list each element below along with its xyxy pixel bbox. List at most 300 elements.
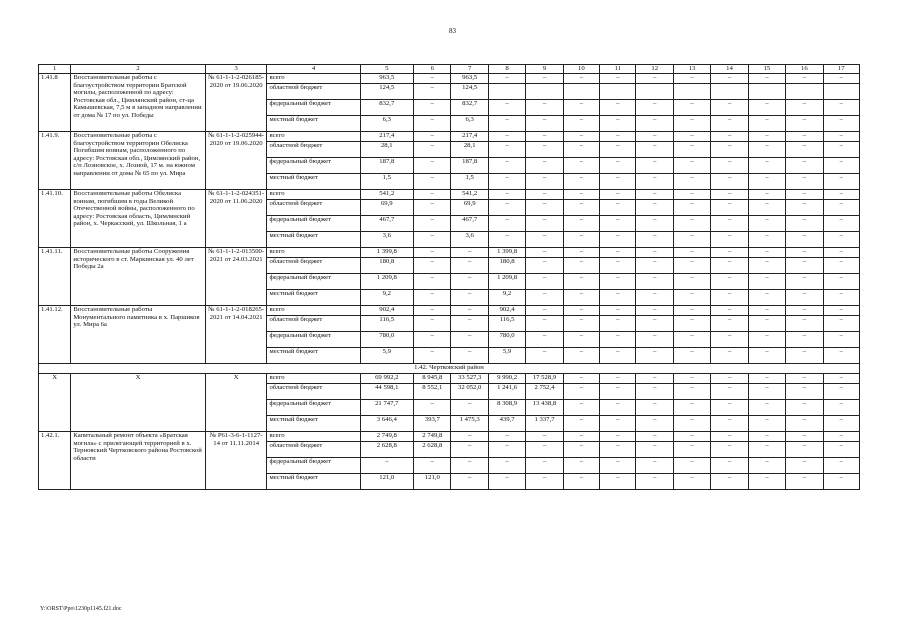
program-table	[38, 64, 860, 490]
amount-cell: –	[636, 348, 673, 364]
amount-cell: –	[563, 116, 599, 132]
amount-cell: 121,0	[414, 474, 451, 490]
amount-cell: –	[488, 432, 525, 442]
amount-cell: –	[526, 258, 563, 274]
funding-source: федеральный бюджет	[267, 100, 360, 116]
amount-cell: –	[414, 258, 451, 274]
table-row	[39, 306, 860, 316]
amount-cell: –	[673, 458, 710, 474]
amount-cell: –	[711, 416, 748, 432]
funding-source: областной бюджет	[267, 316, 360, 332]
funding-source: всего	[267, 432, 360, 442]
amount-cell: –	[748, 416, 785, 432]
amount-cell: 832,7	[360, 100, 414, 116]
amount-cell: –	[563, 474, 599, 490]
funding-source: местный бюджет	[267, 174, 360, 190]
amount-cell: –	[636, 306, 673, 316]
amount-cell: –	[600, 132, 636, 142]
amount-cell: –	[823, 74, 859, 84]
funding-source: местный бюджет	[267, 348, 360, 364]
amount-cell: 8 552,1	[414, 384, 451, 400]
amount-cell: –	[563, 432, 599, 442]
amount-cell: –	[786, 348, 823, 364]
amount-cell: –	[673, 216, 710, 232]
amount-cell: –	[748, 274, 785, 290]
amount-cell: –	[786, 190, 823, 200]
amount-cell: –	[526, 248, 563, 258]
amount-cell	[673, 84, 710, 100]
amount-cell: –	[673, 348, 710, 364]
amount-cell: –	[823, 348, 859, 364]
item-document: № 61-1-1-2-013500-2021 от 24.03.2021	[205, 248, 267, 306]
amount-cell: 963,5	[451, 74, 488, 84]
amount-cell: –	[823, 306, 859, 316]
amount-cell: –	[636, 332, 673, 348]
amount-cell: –	[563, 248, 599, 258]
amount-cell: –	[488, 474, 525, 490]
amount-cell: 1 475,3	[451, 416, 488, 432]
amount-cell: –	[711, 316, 748, 332]
amount-cell: –	[600, 100, 636, 116]
amount-cell: –	[451, 290, 488, 306]
amount-cell: –	[563, 174, 599, 190]
table-row	[39, 132, 860, 142]
amount-cell: 1 337,7	[526, 416, 563, 432]
amount-cell: –	[526, 474, 563, 490]
amount-cell: –	[711, 458, 748, 474]
amount-cell: –	[563, 332, 599, 348]
amount-cell: –	[526, 332, 563, 348]
header-row	[39, 65, 860, 74]
amount-cell: 180,8	[360, 258, 414, 274]
funding-source: всего	[267, 306, 360, 316]
table-row	[39, 74, 860, 84]
amount-cell: –	[823, 416, 859, 432]
amount-cell: –	[563, 142, 599, 158]
amount-cell: –	[600, 442, 636, 458]
item-number: 1.41.12.	[39, 306, 71, 364]
amount-cell: –	[823, 400, 859, 416]
amount-cell: –	[636, 174, 673, 190]
amount-cell: –	[636, 442, 673, 458]
amount-cell	[526, 84, 563, 100]
amount-cell: –	[748, 400, 785, 416]
amount-cell: –	[711, 306, 748, 316]
amount-cell: –	[526, 74, 563, 84]
amount-cell	[636, 84, 673, 100]
amount-cell: –	[526, 458, 563, 474]
amount-cell: –	[673, 442, 710, 458]
amount-cell: 1 241,6	[488, 384, 525, 400]
amount-cell: 180,8	[488, 258, 525, 274]
amount-cell: –	[823, 258, 859, 274]
amount-cell: –	[526, 274, 563, 290]
column-header: 4	[267, 65, 360, 74]
item-document: № 61-1-1-2-025944-2020 от 19.06.2020	[205, 132, 267, 190]
funding-source: областной бюджет	[267, 384, 360, 400]
amount-cell: –	[786, 142, 823, 158]
amount-cell: 902,4	[360, 306, 414, 316]
amount-cell: –	[711, 100, 748, 116]
item-number: 1.42.1.	[39, 432, 71, 490]
amount-cell: 2 752,4	[526, 384, 563, 400]
amount-cell: –	[786, 306, 823, 316]
amount-cell: –	[823, 132, 859, 142]
amount-cell: –	[414, 190, 451, 200]
item-number: 1.41.9.	[39, 132, 71, 190]
amount-cell: 832,7	[451, 100, 488, 116]
column-header: 11	[600, 65, 636, 74]
amount-cell: 69,9	[360, 200, 414, 216]
amount-cell: –	[823, 174, 859, 190]
amount-cell: –	[488, 216, 525, 232]
table-row	[39, 190, 860, 200]
amount-cell: –	[673, 316, 710, 332]
amount-cell: –	[673, 400, 710, 416]
amount-cell: 1,5	[360, 174, 414, 190]
amount-cell: –	[786, 248, 823, 258]
amount-cell: 217,4	[451, 132, 488, 142]
amount-cell: 8 308,9	[488, 400, 525, 416]
item-document: № Р61-3-6-1-1127-14 от 11.11.2014	[205, 432, 267, 490]
amount-cell: 963,5	[360, 74, 414, 84]
amount-cell: –	[414, 348, 451, 364]
amount-cell: –	[600, 348, 636, 364]
amount-cell: –	[786, 332, 823, 348]
amount-cell: –	[414, 74, 451, 84]
amount-cell: –	[600, 116, 636, 132]
amount-cell	[488, 84, 525, 100]
amount-cell: –	[673, 200, 710, 216]
amount-cell: –	[563, 348, 599, 364]
amount-cell: –	[786, 158, 823, 174]
amount-cell: –	[526, 100, 563, 116]
amount-cell: 187,8	[360, 158, 414, 174]
amount-cell: –	[563, 442, 599, 458]
amount-cell: –	[636, 216, 673, 232]
amount-cell: –	[711, 74, 748, 84]
amount-cell: –	[526, 174, 563, 190]
amount-cell: –	[748, 374, 785, 384]
amount-cell: –	[636, 248, 673, 258]
amount-cell: 69 992,2	[360, 374, 414, 384]
amount-cell: –	[786, 384, 823, 400]
amount-cell: –	[786, 174, 823, 190]
funding-source: всего	[267, 190, 360, 200]
amount-cell: –	[823, 458, 859, 474]
amount-cell: –	[451, 316, 488, 332]
amount-cell: –	[636, 458, 673, 474]
amount-cell: –	[600, 248, 636, 258]
amount-cell: 1 209,8	[360, 274, 414, 290]
item-name: X	[71, 374, 205, 432]
amount-cell: 44 598,1	[360, 384, 414, 400]
funding-source: местный бюджет	[267, 416, 360, 432]
amount-cell: –	[823, 190, 859, 200]
amount-cell: 13 438,8	[526, 400, 563, 416]
amount-cell: –	[636, 232, 673, 248]
item-name: Восстановительные работы Монументального памятника в х. Паршиков ул. Мира 6а	[71, 306, 205, 364]
amount-cell: –	[711, 132, 748, 142]
table-row	[39, 248, 860, 258]
amount-cell: –	[414, 158, 451, 174]
funding-source: федеральный бюджет	[267, 216, 360, 232]
amount-cell: –	[563, 132, 599, 142]
amount-cell: –	[600, 258, 636, 274]
amount-cell: –	[636, 474, 673, 490]
amount-cell: –	[748, 232, 785, 248]
amount-cell: –	[748, 200, 785, 216]
amount-cell: 780,0	[488, 332, 525, 348]
amount-cell: –	[636, 258, 673, 274]
column-header: 2	[71, 65, 205, 74]
amount-cell: –	[711, 174, 748, 190]
amount-cell: –	[673, 384, 710, 400]
amount-cell: –	[711, 142, 748, 158]
amount-cell: –	[451, 432, 488, 442]
amount-cell: 1 399,8	[360, 248, 414, 258]
amount-cell: –	[600, 458, 636, 474]
amount-cell: –	[451, 306, 488, 316]
amount-cell: –	[823, 200, 859, 216]
amount-cell: 541,2	[360, 190, 414, 200]
amount-cell: –	[488, 232, 525, 248]
amount-cell	[711, 84, 748, 100]
amount-cell: –	[414, 290, 451, 306]
amount-cell: –	[673, 158, 710, 174]
amount-cell: –	[786, 216, 823, 232]
amount-cell: 1 399,8	[488, 248, 525, 258]
amount-cell: 393,7	[414, 416, 451, 432]
amount-cell: –	[563, 158, 599, 174]
amount-cell: 467,7	[360, 216, 414, 232]
amount-cell: –	[451, 248, 488, 258]
amount-cell: –	[488, 116, 525, 132]
amount-cell: –	[823, 142, 859, 158]
amount-cell: –	[563, 290, 599, 306]
item-document: № 61-1-1-2-024351-2020 от 11.06.2020	[205, 190, 267, 248]
amount-cell	[748, 84, 785, 100]
amount-cell: –	[526, 290, 563, 306]
amount-cell: –	[526, 132, 563, 142]
amount-cell: –	[563, 316, 599, 332]
amount-cell: –	[748, 142, 785, 158]
amount-cell: –	[711, 400, 748, 416]
amount-cell: –	[451, 474, 488, 490]
item-name: Капитальный ремонт объекта «Братская могила» с прилегающей территорией в х. Терновский Чертковского района Ростовской области	[71, 432, 205, 490]
amount-cell: –	[748, 100, 785, 116]
amount-cell: –	[600, 400, 636, 416]
amount-cell: –	[526, 158, 563, 174]
amount-cell: –	[563, 74, 599, 84]
amount-cell: –	[786, 258, 823, 274]
amount-cell: –	[636, 374, 673, 384]
column-header: 13	[673, 65, 710, 74]
amount-cell: –	[488, 100, 525, 116]
amount-cell: –	[600, 384, 636, 400]
amount-cell: –	[636, 384, 673, 400]
amount-cell: –	[526, 306, 563, 316]
column-header: 3	[205, 65, 267, 74]
amount-cell: –	[748, 132, 785, 142]
column-header: 1	[39, 65, 71, 74]
amount-cell: –	[823, 442, 859, 458]
amount-cell	[786, 84, 823, 100]
amount-cell: –	[451, 348, 488, 364]
amount-cell: 780,0	[360, 332, 414, 348]
amount-cell: –	[636, 274, 673, 290]
amount-cell: –	[414, 116, 451, 132]
amount-cell: –	[673, 132, 710, 142]
amount-cell: 3,6	[360, 232, 414, 248]
amount-cell: –	[711, 348, 748, 364]
amount-cell: –	[488, 74, 525, 84]
amount-cell: –	[600, 174, 636, 190]
column-header: 12	[636, 65, 673, 74]
amount-cell: 28,1	[360, 142, 414, 158]
column-header: 5	[360, 65, 414, 74]
amount-cell: –	[673, 232, 710, 248]
item-document: № 61-1-1-2-018265-2021 от 14.04.2021	[205, 306, 267, 364]
funding-source: местный бюджет	[267, 474, 360, 490]
amount-cell: –	[600, 74, 636, 84]
amount-cell: –	[673, 290, 710, 306]
amount-cell: –	[563, 458, 599, 474]
amount-cell: –	[414, 316, 451, 332]
amount-cell: –	[414, 232, 451, 248]
amount-cell: –	[786, 374, 823, 384]
amount-cell: –	[711, 442, 748, 458]
amount-cell: –	[563, 400, 599, 416]
funding-source: областной бюджет	[267, 200, 360, 216]
amount-cell: –	[636, 116, 673, 132]
amount-cell: –	[786, 100, 823, 116]
amount-cell: –	[526, 200, 563, 216]
amount-cell: –	[488, 158, 525, 174]
amount-cell: 5,9	[488, 348, 525, 364]
item-number: X	[39, 374, 71, 432]
amount-cell: 2 749,8	[360, 432, 414, 442]
funding-source: федеральный бюджет	[267, 158, 360, 174]
amount-cell: 2 749,8	[414, 432, 451, 442]
amount-cell	[600, 84, 636, 100]
column-header: 15	[748, 65, 785, 74]
funding-source: областной бюджет	[267, 442, 360, 458]
funding-source: федеральный бюджет	[267, 458, 360, 474]
amount-cell: 541,2	[451, 190, 488, 200]
amount-cell: –	[673, 248, 710, 258]
amount-cell: –	[636, 158, 673, 174]
amount-cell: –	[786, 74, 823, 84]
amount-cell: –	[786, 316, 823, 332]
amount-cell: –	[451, 332, 488, 348]
amount-cell: –	[748, 216, 785, 232]
amount-cell: –	[748, 474, 785, 490]
amount-cell: –	[823, 232, 859, 248]
page-number: 83	[449, 27, 456, 35]
amount-cell: –	[526, 232, 563, 248]
amount-cell: 33 527,3	[451, 374, 488, 384]
amount-cell: –	[748, 74, 785, 84]
funding-source: всего	[267, 132, 360, 142]
amount-cell: –	[673, 274, 710, 290]
amount-cell: –	[711, 374, 748, 384]
amount-cell: –	[636, 200, 673, 216]
funding-source: областной бюджет	[267, 142, 360, 158]
amount-cell: 17 528,9	[526, 374, 563, 384]
amount-cell: –	[414, 458, 451, 474]
amount-cell: –	[636, 416, 673, 432]
funding-source: местный бюджет	[267, 290, 360, 306]
amount-cell: –	[823, 332, 859, 348]
funding-source: всего	[267, 248, 360, 258]
section-title: 1.42. Чертковский район	[39, 364, 860, 374]
amount-cell: 1 209,8	[488, 274, 525, 290]
amount-cell: –	[748, 458, 785, 474]
amount-cell: –	[711, 258, 748, 274]
amount-cell: –	[600, 306, 636, 316]
table-row	[39, 374, 860, 384]
amount-cell: –	[786, 232, 823, 248]
amount-cell: –	[636, 400, 673, 416]
amount-cell: –	[711, 290, 748, 306]
amount-cell: –	[526, 316, 563, 332]
amount-cell: –	[673, 258, 710, 274]
amount-cell: –	[488, 190, 525, 200]
amount-cell: –	[711, 384, 748, 400]
amount-cell: –	[636, 142, 673, 158]
funding-source: федеральный бюджет	[267, 332, 360, 348]
amount-cell: –	[823, 116, 859, 132]
amount-cell: –	[711, 248, 748, 258]
amount-cell: –	[563, 274, 599, 290]
amount-cell: –	[786, 116, 823, 132]
amount-cell: –	[786, 442, 823, 458]
item-name: Восстановительные работы Сооружения исторического в ст. Маркинская ул. 40 лет Победы 2а	[71, 248, 205, 306]
amount-cell: –	[414, 248, 451, 258]
amount-cell: –	[414, 306, 451, 316]
amount-cell: –	[360, 458, 414, 474]
amount-cell: –	[748, 248, 785, 258]
amount-cell: –	[711, 190, 748, 200]
amount-cell: 9 990,2	[488, 374, 525, 384]
column-header: 6	[414, 65, 451, 74]
amount-cell: –	[748, 316, 785, 332]
amount-cell: 9,2	[360, 290, 414, 306]
amount-cell: –	[673, 74, 710, 84]
column-header: 8	[488, 65, 525, 74]
amount-cell: –	[488, 458, 525, 474]
amount-cell: 2 628,8	[414, 442, 451, 458]
amount-cell: –	[748, 258, 785, 274]
amount-cell: –	[451, 458, 488, 474]
amount-cell: –	[748, 432, 785, 442]
table-body	[39, 65, 860, 490]
amount-cell: 3,6	[451, 232, 488, 248]
amount-cell: 2 628,8	[360, 442, 414, 458]
item-document: № 61-1-1-2-026185-2020 от 19.06.2020	[205, 74, 267, 132]
amount-cell: –	[823, 290, 859, 306]
amount-cell: –	[823, 316, 859, 332]
amount-cell: –	[673, 116, 710, 132]
amount-cell: 6,3	[360, 116, 414, 132]
amount-cell: –	[600, 332, 636, 348]
section-row	[39, 364, 860, 374]
amount-cell: –	[823, 474, 859, 490]
amount-cell: –	[488, 442, 525, 458]
column-header: 17	[823, 65, 859, 74]
amount-cell: –	[526, 432, 563, 442]
